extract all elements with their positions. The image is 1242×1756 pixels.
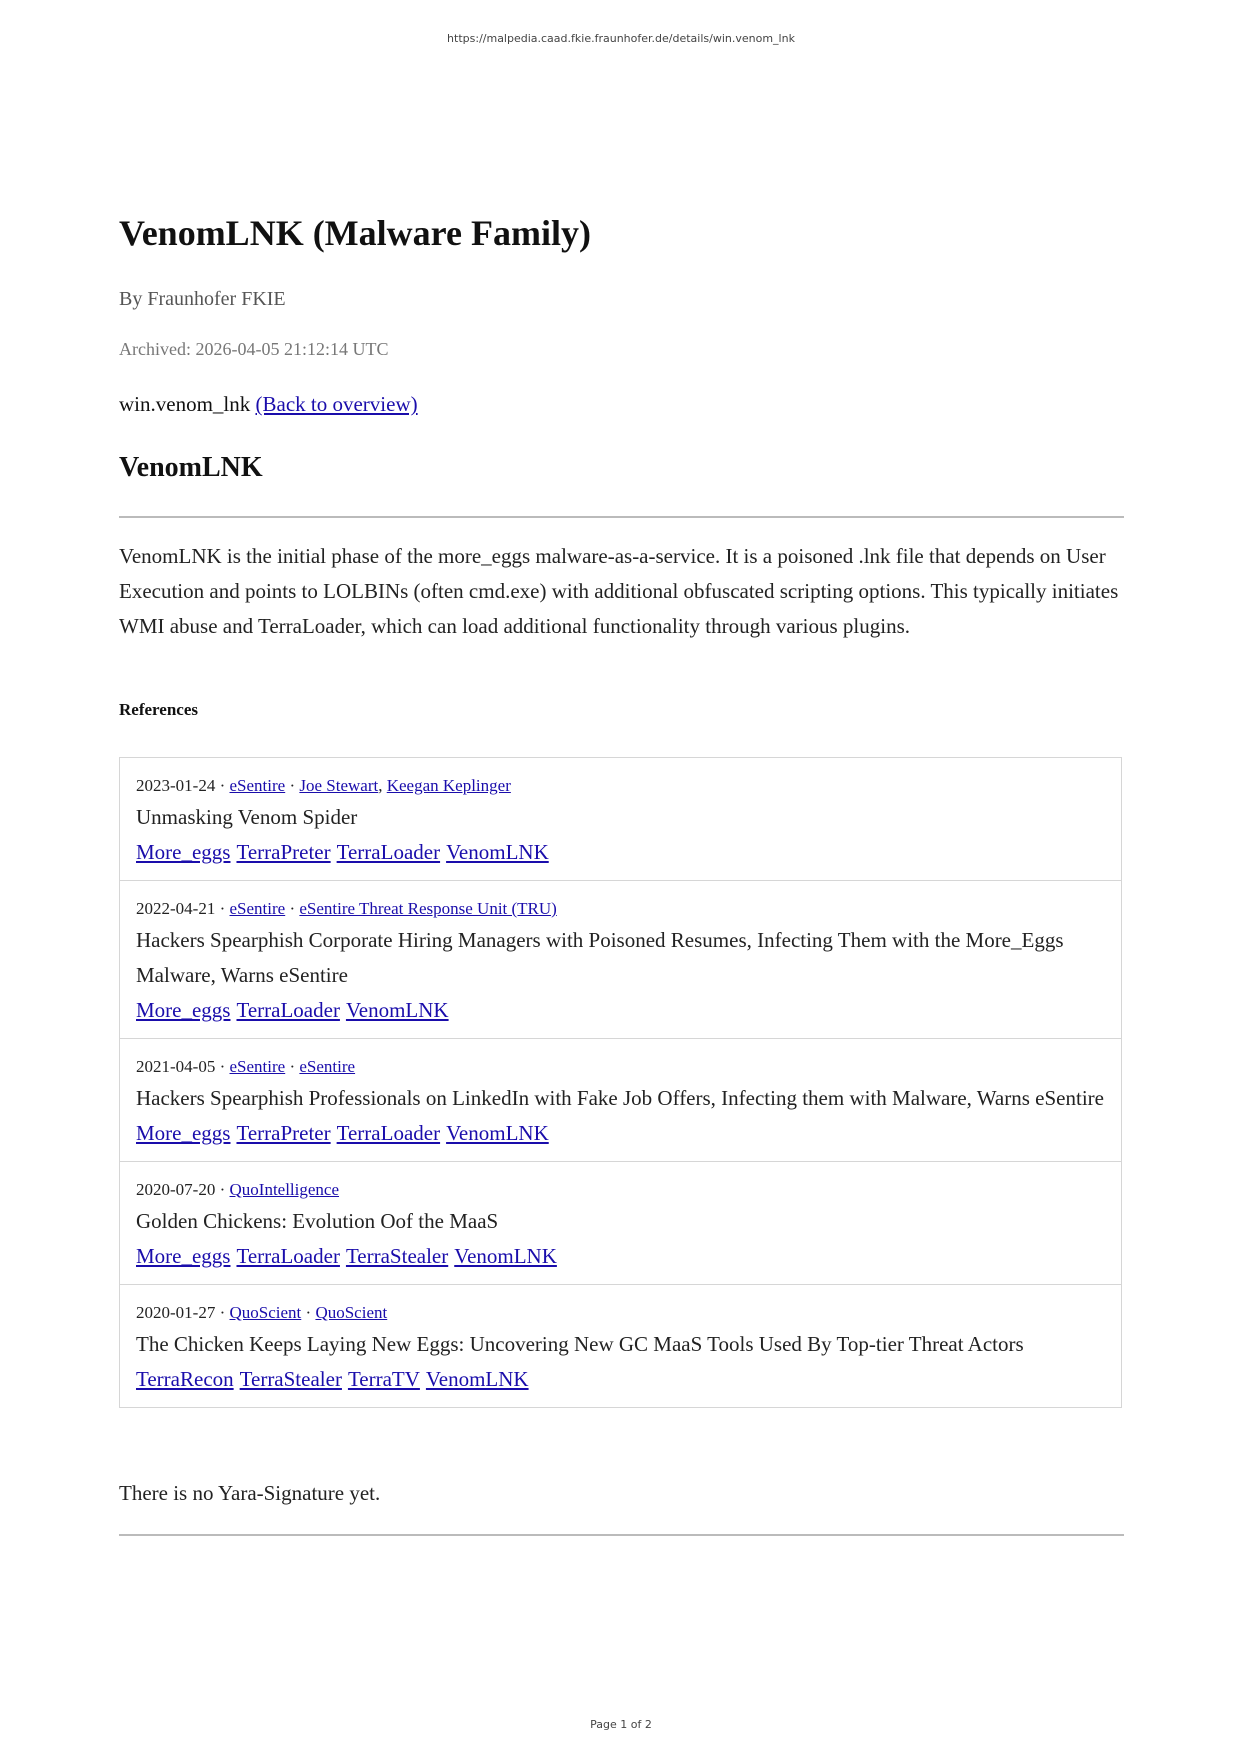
reference-source-link[interactable]: eSentire: [229, 776, 286, 795]
page-title: VenomLNK (Malware Family): [119, 213, 591, 253]
reference-item: [120, 1285, 1121, 1407]
references-heading: References: [119, 700, 198, 719]
reference-item: [120, 1039, 1121, 1162]
reference-author-link[interactable]: QuoScient: [315, 1303, 388, 1322]
reference-date: 2020-01-27: [136, 1303, 216, 1322]
reference-source-link[interactable]: eSentire: [229, 1057, 286, 1076]
reference-tag-link[interactable]: TerraPreter: [236, 840, 331, 864]
reference-tag-link[interactable]: TerraRecon: [136, 1367, 234, 1391]
reference-source-link[interactable]: QuoScient: [229, 1303, 302, 1322]
reference-item: [120, 881, 1121, 1039]
reference-tag-link[interactable]: TerraStealer: [345, 1244, 449, 1268]
reference-meta: 2020-01-27 · QuoScient · QuoScient: [136, 1303, 388, 1322]
page-number: Page 1 of 2: [590, 1718, 652, 1731]
page-url-header: https://malpedia.caad.fkie.fraunhofer.de/details/win.venom_lnk: [447, 32, 795, 45]
reference-tag-link[interactable]: TerraTV: [347, 1367, 420, 1391]
reference-tag-link[interactable]: TerraStealer: [239, 1367, 342, 1391]
reference-meta: 2021-04-05 · eSentire · eSentire: [136, 1057, 356, 1076]
byline: By Fraunhofer FKIE: [119, 288, 286, 310]
reference-title: The Chicken Keeps Laying New Eggs: Uncovering New GC MaaS Tools Used By Top-tier Threat Actors: [136, 1332, 1024, 1356]
bottom-divider: [119, 1534, 1124, 1536]
reference-date: 2023-01-24: [136, 776, 216, 795]
reference-author-link[interactable]: Keegan Keplinger: [386, 776, 511, 795]
reference-tag-link[interactable]: TerraLoader: [236, 1244, 340, 1268]
reference-meta: 2023-01-24 · eSentire · Joe Stewart, Keegan Keplinger: [136, 776, 511, 795]
reference-tags: [136, 1116, 1105, 1151]
reference-meta: 2022-04-21 · eSentire · eSentire Threat Response Unit (TRU): [136, 899, 557, 918]
reference-tags: [136, 993, 1105, 1028]
reference-title: Unmasking Venom Spider: [136, 805, 358, 829]
reference-tag-link[interactable]: TerraLoader: [336, 1121, 441, 1145]
top-divider: [119, 516, 1124, 518]
reference-tags: [136, 1239, 1105, 1274]
reference-tag-link[interactable]: VenomLNK: [425, 1367, 529, 1391]
reference-date: 2022-04-21: [136, 899, 216, 918]
reference-author-link[interactable]: eSentire: [299, 1057, 356, 1076]
reference-tag-link[interactable]: VenomLNK: [446, 1121, 549, 1145]
reference-tags: [136, 1362, 1105, 1397]
reference-tag-link[interactable]: TerraLoader: [336, 840, 441, 864]
reference-source-link[interactable]: QuoIntelligence: [229, 1180, 340, 1199]
reference-date: 2020-07-20: [136, 1180, 216, 1199]
reference-item: [120, 758, 1121, 881]
archived-timestamp: Archived: 2026-04-05 21:12:14 UTC: [119, 339, 389, 359]
references-list: [119, 757, 1122, 1408]
reference-title: Golden Chickens: Evolution Oof the MaaS: [136, 1209, 499, 1233]
reference-tag-link[interactable]: VenomLNK: [446, 840, 549, 864]
reference-tag-link[interactable]: More_eggs: [136, 840, 231, 864]
reference-author-link[interactable]: Joe Stewart: [299, 776, 379, 795]
reference-tags: [136, 835, 1105, 870]
family-id-line: [119, 392, 418, 417]
no-yara-notice: There is no Yara-Signature yet.: [119, 1481, 381, 1505]
family-description: VenomLNK is the initial phase of the more_eggs malware-as-a-service. It is a poisoned .lnk file that depends on User Execution and points to LOLBINs (often cmd.exe) with additional obfuscated scripting options. This typically initiates WMI abuse and TerraLoader, which can load additional functionality through various plugins.: [119, 544, 1119, 638]
back-to-overview-link[interactable]: (Back to overview): [255, 392, 418, 416]
reference-tag-link[interactable]: More_eggs: [136, 998, 231, 1022]
reference-title: Hackers Spearphish Corporate Hiring Managers with Poisoned Resumes, Infecting Them with the More_Eggs Malware, Warns eSentire: [136, 928, 1064, 987]
reference-tag-link[interactable]: TerraPreter: [236, 1121, 331, 1145]
reference-item: [120, 1162, 1121, 1285]
reference-tag-link[interactable]: More_eggs: [136, 1244, 231, 1268]
family-heading: VenomLNK: [119, 452, 263, 483]
reference-date: 2021-04-05: [136, 1057, 216, 1076]
family-id: win.venom_lnk: [119, 392, 251, 416]
reference-source-link[interactable]: eSentire: [229, 899, 286, 918]
reference-meta: 2020-07-20 · QuoIntelligence: [136, 1180, 340, 1199]
reference-tag-link[interactable]: TerraLoader: [236, 998, 340, 1022]
reference-author-link[interactable]: eSentire Threat Response Unit (TRU): [299, 899, 557, 918]
reference-tag-link[interactable]: VenomLNK: [345, 998, 449, 1022]
reference-tag-link[interactable]: More_eggs: [136, 1121, 231, 1145]
reference-title: Hackers Spearphish Professionals on LinkedIn with Fake Job Offers, Infecting them with Malware, Warns eSentire: [136, 1086, 1104, 1110]
reference-tag-link[interactable]: VenomLNK: [454, 1244, 557, 1268]
